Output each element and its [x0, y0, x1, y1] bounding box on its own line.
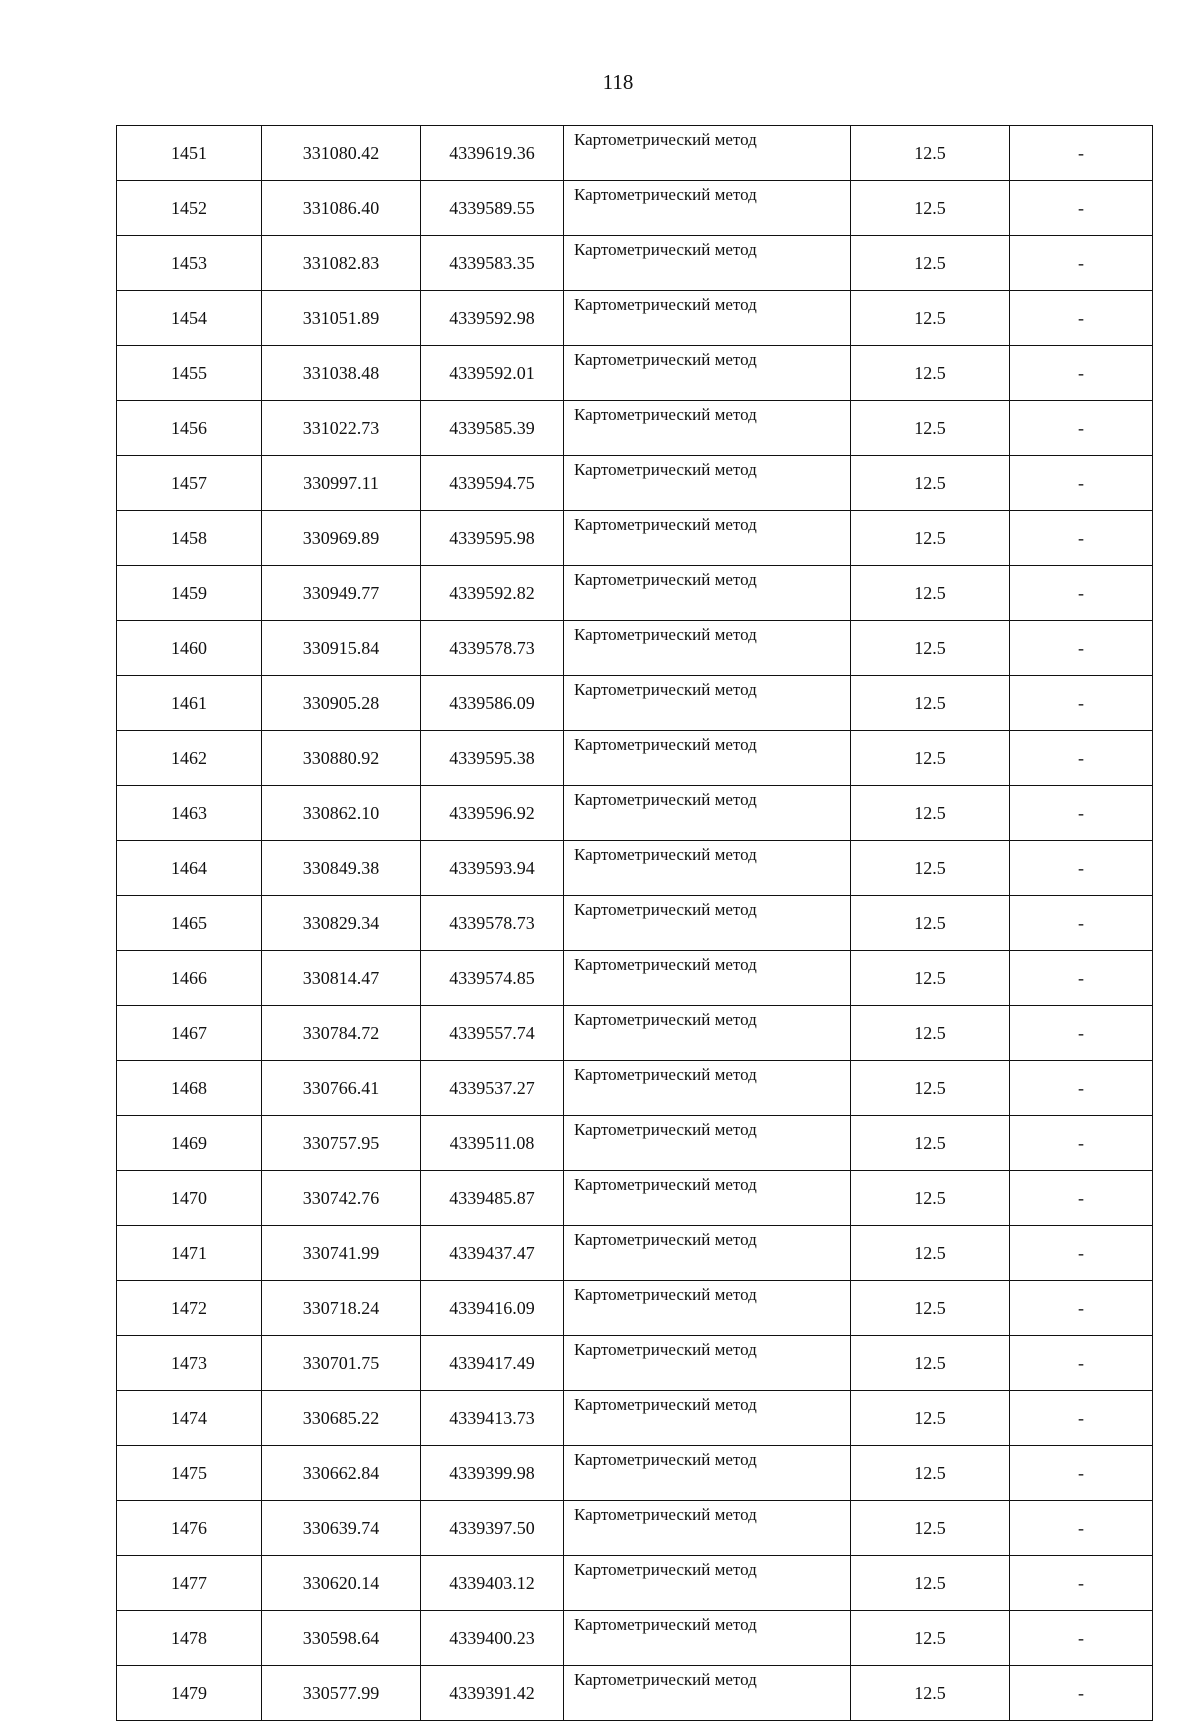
point-number-cell: 1452	[117, 181, 262, 236]
table-row	[117, 1391, 1153, 1446]
table-row	[117, 1666, 1153, 1721]
point-number-cell: 1464	[117, 841, 262, 896]
method-cell: Картометрический метод	[564, 731, 851, 786]
accuracy-cell: 12.5	[851, 841, 1010, 896]
method-cell: Картометрический метод	[564, 1061, 851, 1116]
accuracy-cell: 12.5	[851, 621, 1010, 676]
point-number-cell: 1474	[117, 1391, 262, 1446]
note-cell: -	[1010, 236, 1153, 291]
y-coordinate-cell: 4339594.75	[421, 456, 564, 511]
accuracy-cell: 12.5	[851, 1446, 1010, 1501]
note-cell: -	[1010, 1336, 1153, 1391]
x-coordinate-cell: 330880.92	[262, 731, 421, 786]
note-cell: -	[1010, 896, 1153, 951]
y-coordinate-cell: 4339511.08	[421, 1116, 564, 1171]
table-row	[117, 896, 1153, 951]
point-number-cell: 1479	[117, 1666, 262, 1721]
x-coordinate-cell: 330997.11	[262, 456, 421, 511]
point-number-cell: 1457	[117, 456, 262, 511]
y-coordinate-cell: 4339583.35	[421, 236, 564, 291]
accuracy-cell: 12.5	[851, 511, 1010, 566]
method-cell: Картометрический метод	[564, 1336, 851, 1391]
table-body	[117, 126, 1153, 1721]
note-cell: -	[1010, 291, 1153, 346]
y-coordinate-cell: 4339557.74	[421, 1006, 564, 1061]
method-cell: Картометрический метод	[564, 896, 851, 951]
accuracy-cell: 12.5	[851, 401, 1010, 456]
point-number-cell: 1469	[117, 1116, 262, 1171]
note-cell: -	[1010, 951, 1153, 1006]
accuracy-cell: 12.5	[851, 786, 1010, 841]
method-cell: Картометрический метод	[564, 291, 851, 346]
point-number-cell: 1458	[117, 511, 262, 566]
y-coordinate-cell: 4339595.38	[421, 731, 564, 786]
table-row	[117, 841, 1153, 896]
x-coordinate-cell: 331086.40	[262, 181, 421, 236]
y-coordinate-cell: 4339586.09	[421, 676, 564, 731]
point-number-cell: 1455	[117, 346, 262, 401]
method-cell: Картометрический метод	[564, 1501, 851, 1556]
x-coordinate-cell: 331082.83	[262, 236, 421, 291]
note-cell: -	[1010, 126, 1153, 181]
accuracy-cell: 12.5	[851, 1556, 1010, 1611]
accuracy-cell: 12.5	[851, 566, 1010, 621]
table-row	[117, 291, 1153, 346]
y-coordinate-cell: 4339485.87	[421, 1171, 564, 1226]
point-number-cell: 1477	[117, 1556, 262, 1611]
y-coordinate-cell: 4339399.98	[421, 1446, 564, 1501]
y-coordinate-cell: 4339585.39	[421, 401, 564, 456]
point-number-cell: 1473	[117, 1336, 262, 1391]
point-number-cell: 1463	[117, 786, 262, 841]
note-cell: -	[1010, 676, 1153, 731]
point-number-cell: 1476	[117, 1501, 262, 1556]
point-number-cell: 1478	[117, 1611, 262, 1666]
accuracy-cell: 12.5	[851, 1501, 1010, 1556]
point-number-cell: 1454	[117, 291, 262, 346]
table-row	[117, 1336, 1153, 1391]
x-coordinate-cell: 330701.75	[262, 1336, 421, 1391]
table-row	[117, 126, 1153, 181]
y-coordinate-cell: 4339592.01	[421, 346, 564, 401]
accuracy-cell: 12.5	[851, 236, 1010, 291]
point-number-cell: 1453	[117, 236, 262, 291]
note-cell: -	[1010, 841, 1153, 896]
accuracy-cell: 12.5	[851, 181, 1010, 236]
y-coordinate-cell: 4339537.27	[421, 1061, 564, 1116]
note-cell: -	[1010, 1446, 1153, 1501]
x-coordinate-cell: 330718.24	[262, 1281, 421, 1336]
table-row	[117, 1061, 1153, 1116]
y-coordinate-cell: 4339413.73	[421, 1391, 564, 1446]
y-coordinate-cell: 4339574.85	[421, 951, 564, 1006]
table-row	[117, 1611, 1153, 1666]
accuracy-cell: 12.5	[851, 1116, 1010, 1171]
table-row	[117, 621, 1153, 676]
note-cell: -	[1010, 1171, 1153, 1226]
x-coordinate-cell: 330577.99	[262, 1666, 421, 1721]
accuracy-cell: 12.5	[851, 346, 1010, 401]
table-row	[117, 456, 1153, 511]
y-coordinate-cell: 4339437.47	[421, 1226, 564, 1281]
method-cell: Картометрический метод	[564, 1171, 851, 1226]
point-number-cell: 1471	[117, 1226, 262, 1281]
accuracy-cell: 12.5	[851, 1336, 1010, 1391]
y-coordinate-cell: 4339403.12	[421, 1556, 564, 1611]
method-cell: Картометрический метод	[564, 1556, 851, 1611]
table-row	[117, 1226, 1153, 1281]
note-cell: -	[1010, 1666, 1153, 1721]
point-number-cell: 1462	[117, 731, 262, 786]
accuracy-cell: 12.5	[851, 1391, 1010, 1446]
accuracy-cell: 12.5	[851, 1061, 1010, 1116]
note-cell: -	[1010, 1556, 1153, 1611]
y-coordinate-cell: 4339417.49	[421, 1336, 564, 1391]
method-cell: Картометрический метод	[564, 1116, 851, 1171]
accuracy-cell: 12.5	[851, 1226, 1010, 1281]
method-cell: Картометрический метод	[564, 236, 851, 291]
method-cell: Картометрический метод	[564, 511, 851, 566]
accuracy-cell: 12.5	[851, 291, 1010, 346]
x-coordinate-cell: 330766.41	[262, 1061, 421, 1116]
table-row	[117, 1006, 1153, 1061]
point-number-cell: 1472	[117, 1281, 262, 1336]
x-coordinate-cell: 330598.64	[262, 1611, 421, 1666]
note-cell: -	[1010, 1391, 1153, 1446]
coordinates-table	[116, 125, 1153, 1721]
x-coordinate-cell: 330742.76	[262, 1171, 421, 1226]
table-row	[117, 676, 1153, 731]
x-coordinate-cell: 330969.89	[262, 511, 421, 566]
accuracy-cell: 12.5	[851, 1281, 1010, 1336]
x-coordinate-cell: 330829.34	[262, 896, 421, 951]
y-coordinate-cell: 4339391.42	[421, 1666, 564, 1721]
x-coordinate-cell: 330757.95	[262, 1116, 421, 1171]
method-cell: Картометрический метод	[564, 1391, 851, 1446]
x-coordinate-cell: 330814.47	[262, 951, 421, 1006]
accuracy-cell: 12.5	[851, 1006, 1010, 1061]
point-number-cell: 1451	[117, 126, 262, 181]
y-coordinate-cell: 4339593.94	[421, 841, 564, 896]
note-cell: -	[1010, 1006, 1153, 1061]
accuracy-cell: 12.5	[851, 456, 1010, 511]
table-row	[117, 401, 1153, 456]
table-row	[117, 566, 1153, 621]
x-coordinate-cell: 330905.28	[262, 676, 421, 731]
point-number-cell: 1466	[117, 951, 262, 1006]
table-row	[117, 1281, 1153, 1336]
table-row	[117, 346, 1153, 401]
note-cell: -	[1010, 456, 1153, 511]
note-cell: -	[1010, 786, 1153, 841]
method-cell: Картометрический метод	[564, 456, 851, 511]
point-number-cell: 1475	[117, 1446, 262, 1501]
y-coordinate-cell: 4339397.50	[421, 1501, 564, 1556]
table-row	[117, 1556, 1153, 1611]
x-coordinate-cell: 330639.74	[262, 1501, 421, 1556]
accuracy-cell: 12.5	[851, 126, 1010, 181]
method-cell: Картометрический метод	[564, 621, 851, 676]
method-cell: Картометрический метод	[564, 181, 851, 236]
method-cell: Картометрический метод	[564, 1446, 851, 1501]
note-cell: -	[1010, 1281, 1153, 1336]
table-row	[117, 1171, 1153, 1226]
y-coordinate-cell: 4339578.73	[421, 621, 564, 676]
note-cell: -	[1010, 731, 1153, 786]
table-row	[117, 951, 1153, 1006]
x-coordinate-cell: 330685.22	[262, 1391, 421, 1446]
method-cell: Картометрический метод	[564, 1281, 851, 1336]
y-coordinate-cell: 4339595.98	[421, 511, 564, 566]
x-coordinate-cell: 331038.48	[262, 346, 421, 401]
method-cell: Картометрический метод	[564, 1666, 851, 1721]
accuracy-cell: 12.5	[851, 896, 1010, 951]
note-cell: -	[1010, 1226, 1153, 1281]
x-coordinate-cell: 330784.72	[262, 1006, 421, 1061]
method-cell: Картометрический метод	[564, 1611, 851, 1666]
note-cell: -	[1010, 511, 1153, 566]
method-cell: Картометрический метод	[564, 126, 851, 181]
y-coordinate-cell: 4339592.82	[421, 566, 564, 621]
page-number: 118	[602, 70, 634, 94]
table-row	[117, 786, 1153, 841]
y-coordinate-cell: 4339578.73	[421, 896, 564, 951]
note-cell: -	[1010, 621, 1153, 676]
table-row	[117, 1501, 1153, 1556]
accuracy-cell: 12.5	[851, 1666, 1010, 1721]
y-coordinate-cell: 4339596.92	[421, 786, 564, 841]
table-row	[117, 731, 1153, 786]
note-cell: -	[1010, 1501, 1153, 1556]
y-coordinate-cell: 4339416.09	[421, 1281, 564, 1336]
accuracy-cell: 12.5	[851, 731, 1010, 786]
x-coordinate-cell: 330741.99	[262, 1226, 421, 1281]
note-cell: -	[1010, 566, 1153, 621]
point-number-cell: 1459	[117, 566, 262, 621]
table-row	[117, 511, 1153, 566]
table-row	[117, 1446, 1153, 1501]
table-row	[117, 1116, 1153, 1171]
y-coordinate-cell: 4339619.36	[421, 126, 564, 181]
table-row	[117, 181, 1153, 236]
method-cell: Картометрический метод	[564, 841, 851, 896]
point-number-cell: 1460	[117, 621, 262, 676]
x-coordinate-cell: 330862.10	[262, 786, 421, 841]
accuracy-cell: 12.5	[851, 1611, 1010, 1666]
point-number-cell: 1461	[117, 676, 262, 731]
note-cell: -	[1010, 1116, 1153, 1171]
y-coordinate-cell: 4339589.55	[421, 181, 564, 236]
point-number-cell: 1467	[117, 1006, 262, 1061]
x-coordinate-cell: 331051.89	[262, 291, 421, 346]
point-number-cell: 1470	[117, 1171, 262, 1226]
method-cell: Картометрический метод	[564, 566, 851, 621]
method-cell: Картометрический метод	[564, 676, 851, 731]
x-coordinate-cell: 330849.38	[262, 841, 421, 896]
table-row	[117, 236, 1153, 291]
x-coordinate-cell: 330915.84	[262, 621, 421, 676]
accuracy-cell: 12.5	[851, 951, 1010, 1006]
method-cell: Картометрический метод	[564, 1226, 851, 1281]
y-coordinate-cell: 4339592.98	[421, 291, 564, 346]
point-number-cell: 1465	[117, 896, 262, 951]
note-cell: -	[1010, 1611, 1153, 1666]
x-coordinate-cell: 330620.14	[262, 1556, 421, 1611]
note-cell: -	[1010, 346, 1153, 401]
x-coordinate-cell: 330662.84	[262, 1446, 421, 1501]
note-cell: -	[1010, 1061, 1153, 1116]
method-cell: Картометрический метод	[564, 1006, 851, 1061]
x-coordinate-cell: 330949.77	[262, 566, 421, 621]
x-coordinate-cell: 331080.42	[262, 126, 421, 181]
method-cell: Картометрический метод	[564, 951, 851, 1006]
method-cell: Картометрический метод	[564, 786, 851, 841]
point-number-cell: 1456	[117, 401, 262, 456]
accuracy-cell: 12.5	[851, 1171, 1010, 1226]
accuracy-cell: 12.5	[851, 676, 1010, 731]
point-number-cell: 1468	[117, 1061, 262, 1116]
method-cell: Картометрический метод	[564, 401, 851, 456]
y-coordinate-cell: 4339400.23	[421, 1611, 564, 1666]
x-coordinate-cell: 331022.73	[262, 401, 421, 456]
note-cell: -	[1010, 181, 1153, 236]
note-cell: -	[1010, 401, 1153, 456]
method-cell: Картометрический метод	[564, 346, 851, 401]
